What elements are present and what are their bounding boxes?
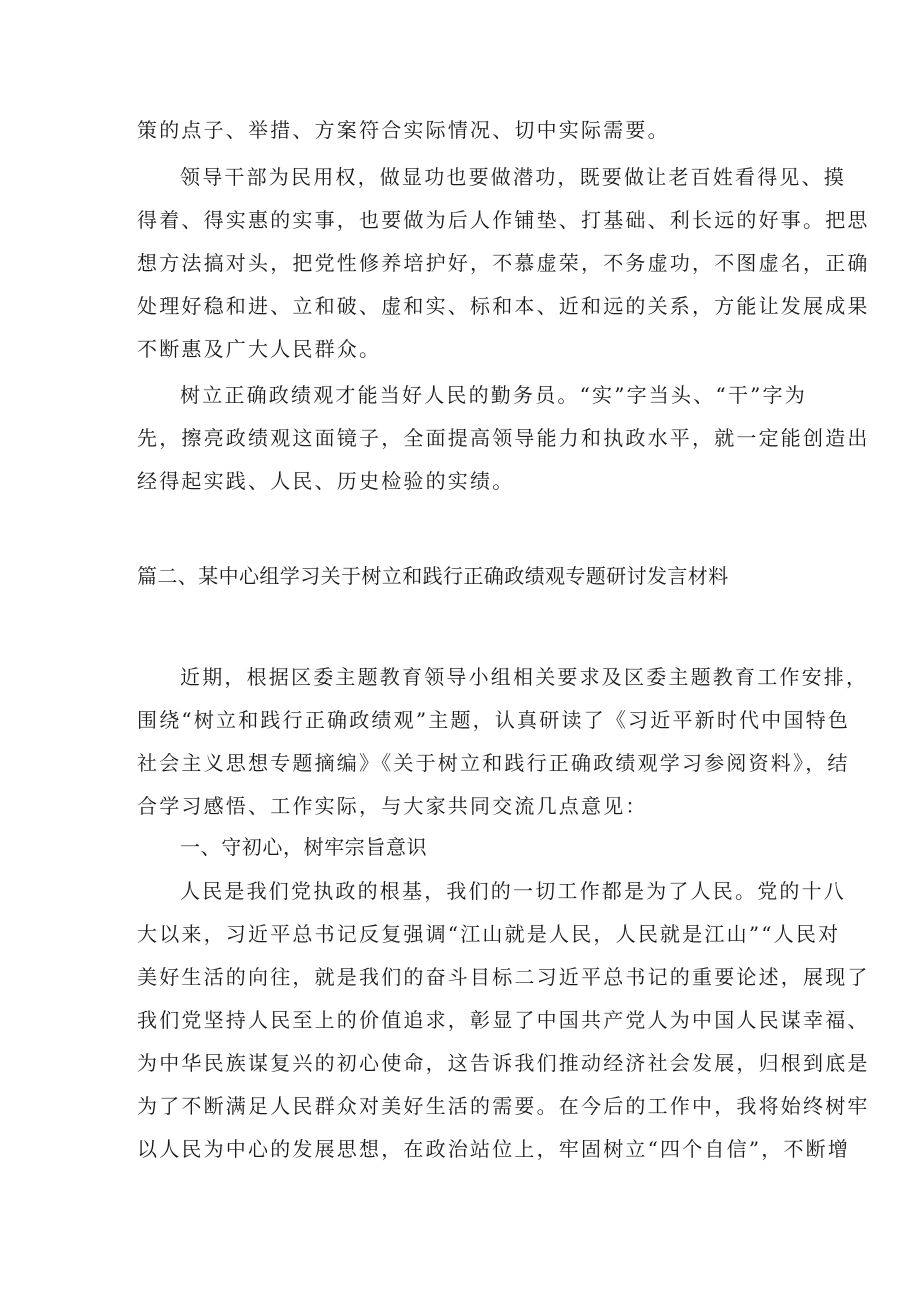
body-line: 为中华民族谋复兴的初心使命，这告诉我们推动经济社会发展，归根到底是 (137, 1051, 870, 1075)
subheading: 一、守初心，树牢宗旨意识 (180, 835, 428, 859)
paragraph-line: 不断惠及广大人民群众。 (137, 337, 382, 361)
intro-line: 社会主义思想专题摘编》《关于树立和践行正确政绩观学习参阅资料》，结 (137, 751, 850, 775)
paragraph-line: 想方法搞对头，把党性修养培护好，不慕虚荣，不务虚功，不图虚名，正确 (137, 251, 870, 275)
paragraph-line: 经得起实践、人民、历史检验的实绩。 (137, 469, 515, 493)
body-line: 大以来，习近平总书记反复强调“江山就是人民，人民就是江山”“人民对 (137, 922, 841, 946)
intro-line: 近期，根据区委主题教育领导小组相关要求及区委主题教育工作安排， (180, 665, 869, 689)
paragraph-line: 处理好稳和进、立和破、虚和实、标和本、近和远的关系，方能让发展成果 (137, 294, 870, 318)
paragraph-line: 领导干部为民用权，做显功也要做潜功，既要做让老百姓看得见、摸 (180, 165, 846, 189)
body-line: 人民是我们党执政的根基，我们的一切工作都是为了人民。党的十八 (180, 879, 846, 903)
paragraph-line: 得着、得实惠的实事，也要做为后人作铺垫、打基础、利长远的好事。把思 (137, 208, 870, 232)
paragraph-line: 先，擦亮政绩观这面镜子，全面提高领导能力和执政水平，就一定能创造出 (137, 426, 870, 450)
paragraph-line: 策的点子、举措、方案符合实际情况、切中实际需要。 (137, 118, 670, 142)
intro-line: 围绕“树立和践行正确政绩观”主题，认真研读了《习近平新时代中国特色 (137, 708, 851, 732)
body-line: 美好生活的向往，就是我们的奋斗目标二习近平总书记的重要论述，展现了 (137, 965, 870, 989)
body-line: 为了不断满足人民群众对美好生活的需要。在今后的工作中，我将始终树牢 (137, 1094, 870, 1118)
body-line: 以人民为中心的发展思想，在政治站位上，牢固树立“四个自信”，不断增 (137, 1137, 851, 1161)
section-title: 篇二、某中心组学习关于树立和践行正确政绩观专题研讨发言材料 (137, 564, 729, 588)
paragraph-line: 树立正确政绩观才能当好人民的勤务员。“实”字当头、“干”字为 (180, 383, 807, 407)
intro-line: 合学习感悟、工作实际，与大家共同交流几点意见： (137, 794, 648, 818)
body-line: 我们党坚持人民至上的价值追求，彰显了中国共产党人为中国人民谋幸福、 (137, 1008, 870, 1032)
